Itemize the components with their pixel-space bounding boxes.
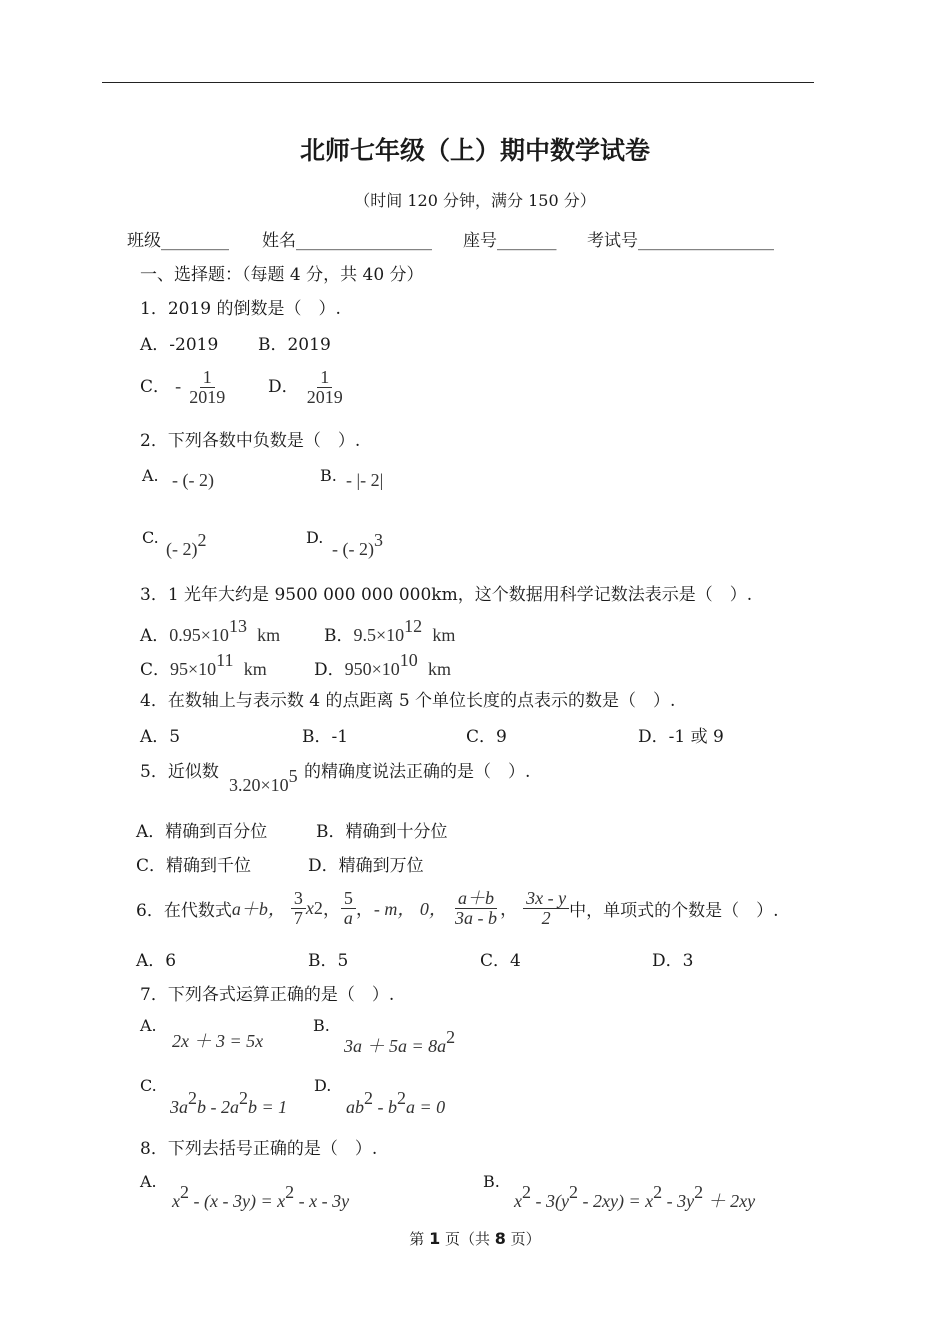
q2-c-label: C.	[142, 528, 159, 547]
q4-option-b: B．-1	[302, 727, 349, 747]
q6-frac-2	[341, 889, 356, 928]
q7-stem: 7．下列各式运算正确的是（ ）.	[140, 985, 395, 1005]
footer-total-pages: 8	[494, 1229, 506, 1248]
q3-a-base: 0.95×10	[169, 625, 229, 645]
page-footer	[0, 1228, 950, 1249]
q6-frac-3	[452, 889, 500, 928]
q8-b-p1: x	[514, 1191, 522, 1211]
q2-d-expr	[332, 530, 383, 560]
q3-b-unit: km	[432, 625, 456, 645]
q3-option-d	[314, 650, 451, 680]
q6-f1-num: 3	[291, 889, 306, 909]
seat-field: 座号_______	[463, 231, 557, 251]
q6-option-a: A．6	[136, 951, 177, 971]
q2-stem: 2．下列各数中负数是（ ）.	[140, 431, 361, 451]
q6-stem	[136, 885, 779, 931]
q8-a-label: A.	[140, 1172, 157, 1191]
q7-c-p1: 3a	[170, 1097, 188, 1117]
q8-b-e3: 2	[653, 1182, 663, 1202]
q7-c-expr	[170, 1088, 287, 1118]
q8-b-e1: 2	[522, 1182, 531, 1202]
q3-stem-num: 3．	[140, 585, 168, 605]
q6-frac-4	[523, 889, 569, 928]
q5-option-b: B．精确到十分位	[316, 822, 448, 842]
q8-a-expr	[172, 1182, 349, 1212]
q2-c-exp: 2	[197, 530, 207, 550]
q1-d-den: 2019	[306, 387, 343, 407]
q3-a-unit: km	[257, 625, 281, 645]
q8-b-label: B.	[483, 1172, 500, 1191]
q6-frac-1	[291, 889, 306, 928]
q8-stem: 8．下列去括号正确的是（ ）.	[140, 1139, 378, 1159]
q5-option-c: C．精确到千位	[136, 856, 252, 876]
q6-f3-den: 3a - b	[455, 907, 498, 928]
q1-option-d	[268, 368, 346, 407]
q3-c-exp: 11	[216, 650, 234, 670]
q6-f4-den: 2	[541, 907, 551, 928]
q7-b-label: B.	[313, 1016, 330, 1035]
q5-stem-b: 的精确度说法正确的是（ ）.	[304, 762, 531, 782]
q7-b-expr	[344, 1027, 455, 1058]
q3-d-base: 950×10	[344, 659, 400, 679]
q1-d-num: 1	[317, 368, 332, 388]
q3-b-exp: 12	[404, 616, 423, 636]
q1-c-label: C．	[140, 377, 171, 397]
q6-f1-exp: 2	[313, 897, 323, 918]
footer-pre: 第	[409, 1230, 430, 1248]
q7-b-exp: 2	[446, 1027, 456, 1047]
q2-a-label: A.	[142, 466, 159, 485]
exam-title: 北师七年级（上）期中数学试卷	[299, 136, 650, 165]
q5-option-a: A．精确到百分位	[136, 822, 268, 842]
q1-c-sign: -	[175, 376, 182, 396]
q6-sep-1: ，	[322, 899, 341, 919]
q6-stem-a: 6．在代数式	[136, 900, 232, 921]
footer-mid: 页（共	[440, 1230, 495, 1248]
q7-c-p3: b = 1	[248, 1097, 288, 1117]
exam-number-field: 考试号________________	[587, 231, 774, 251]
q6-f2-num: 5	[341, 889, 356, 909]
q5-number	[229, 766, 298, 796]
q7-d-e1: 2	[364, 1088, 373, 1108]
q1-c-num: 1	[200, 368, 215, 388]
q8-b-p4: - 3y	[662, 1191, 695, 1211]
q3-d-label: D．	[314, 660, 345, 680]
q2-c-expr	[166, 530, 206, 560]
q7-d-expr	[346, 1088, 445, 1118]
q4-option-c: C．9	[466, 727, 507, 747]
exam-subtitle: （时间 120 分钟，满分 150 分）	[354, 191, 596, 210]
q3-c-label: C．	[140, 660, 171, 680]
q4-option-d: D．-1 或 9	[638, 727, 724, 747]
q7-d-p1: ab	[346, 1097, 364, 1117]
q8-a-p1: x	[172, 1191, 180, 1211]
footer-page-number: 1	[429, 1229, 441, 1248]
q1-option-a: A．-2019	[140, 335, 219, 355]
q6-f1-tail: x	[305, 897, 314, 918]
q8-b-p2: - 3(y	[531, 1191, 569, 1211]
q6-expr-1: a＋b，	[231, 899, 286, 919]
q1-option-b: B．2019	[258, 335, 331, 355]
q3-a-exp: 13	[228, 616, 247, 636]
q1-c-den: 2019	[189, 387, 226, 407]
q1-c-fraction	[186, 368, 228, 407]
q6-sep-2: ，	[355, 899, 374, 919]
q8-b-e4: 2	[694, 1182, 704, 1202]
q1-stem: 1．2019 的倒数是（ ）.	[140, 299, 341, 319]
q6-option-d: D．3	[652, 951, 694, 971]
q2-d-label: D.	[306, 528, 324, 547]
q3-option-a	[140, 616, 280, 646]
q6-f1-den: 7	[293, 907, 303, 928]
q2-a-expr: - (- 2)	[172, 470, 214, 490]
q3-option-c	[140, 650, 267, 680]
q6-f4-num: 3x - y	[523, 889, 569, 909]
q7-d-p2: - b	[373, 1097, 397, 1117]
q8-a-e2: 2	[285, 1182, 295, 1202]
footer-post: 页）	[505, 1230, 541, 1248]
q2-b-expr: - |- 2|	[346, 470, 384, 490]
q7-c-p2: b - 2a	[197, 1097, 239, 1117]
section-heading: 一、选择题：（每题 4 分，共 40 分）	[140, 265, 424, 285]
q1-d-label: D．	[268, 377, 299, 397]
q3-c-unit: km	[243, 659, 267, 679]
q6-expr-3: - m， 0，	[373, 899, 447, 919]
q3-a-label: A．	[140, 626, 170, 646]
class-field: 班级________	[127, 231, 229, 251]
q6-option-c: C．4	[480, 951, 521, 971]
q7-b-base: 3a ＋ 5a = 8a	[344, 1036, 447, 1056]
q1-d-fraction	[304, 368, 346, 407]
q3-stem-text: 1 光年大约是 9500 000 000 000km，这个数据用科学记数法表示是（ ）.	[167, 585, 753, 605]
q6-option-b: B．5	[308, 951, 349, 971]
q6-stem-b: 中，单项式的个数是（ ）.	[569, 900, 779, 921]
q7-a-label: A.	[140, 1016, 157, 1035]
q3-c-base: 95×10	[170, 659, 217, 679]
q3-b-label: B．	[324, 626, 354, 646]
q8-a-e1: 2	[180, 1182, 189, 1202]
q7-d-e2: 2	[397, 1088, 406, 1108]
q8-b-e2: 2	[568, 1182, 578, 1202]
q2-b-label: B.	[320, 466, 337, 485]
q8-a-p2: - (x - 3y) = x	[189, 1191, 286, 1211]
q3-b-base: 9.5×10	[353, 625, 405, 645]
q5-stem-a: 5．近似数	[140, 762, 219, 782]
header-rule	[102, 82, 814, 83]
q7-c-e2: 2	[239, 1088, 248, 1108]
q5-num-exp: 5	[288, 766, 298, 786]
q2-d-exp: 3	[373, 530, 383, 550]
q6-f3-num: a＋b	[455, 889, 497, 909]
q7-d-p3: a = 0	[406, 1097, 446, 1117]
q4-option-a: A．5	[140, 727, 181, 747]
q7-d-label: D.	[314, 1076, 332, 1095]
q8-b-p5: ＋ 2xy	[703, 1191, 756, 1211]
q3-d-exp: 10	[399, 650, 418, 670]
q3-option-b	[324, 616, 455, 646]
q4-stem: 4．在数轴上与表示数 4 的点距离 5 个单位长度的点表示的数是（ ）.	[140, 691, 676, 711]
q6-f2-den: a	[343, 907, 353, 928]
q2-d-base: - (- 2)	[332, 539, 374, 559]
q3-d-unit: km	[427, 659, 451, 679]
q5-option-d: D．精确到万位	[308, 856, 424, 876]
q8-b-expr	[514, 1182, 755, 1213]
q6-sep-3: ，	[500, 899, 519, 919]
q7-c-e1: 2	[188, 1088, 197, 1108]
q1-option-c	[140, 368, 228, 407]
q3-stem	[140, 580, 752, 605]
name-field: 姓名________________	[262, 231, 432, 251]
q8-b-p3: - 2xy) = x	[577, 1191, 654, 1211]
q7-a-expr: 2x ＋ 3 = 5x	[172, 1031, 264, 1051]
q2-c-base: (- 2)	[166, 539, 198, 559]
q7-c-label: C.	[140, 1076, 157, 1095]
q8-a-p3: - x - 3y	[294, 1191, 350, 1211]
q5-num-base: 3.20×10	[229, 775, 289, 795]
